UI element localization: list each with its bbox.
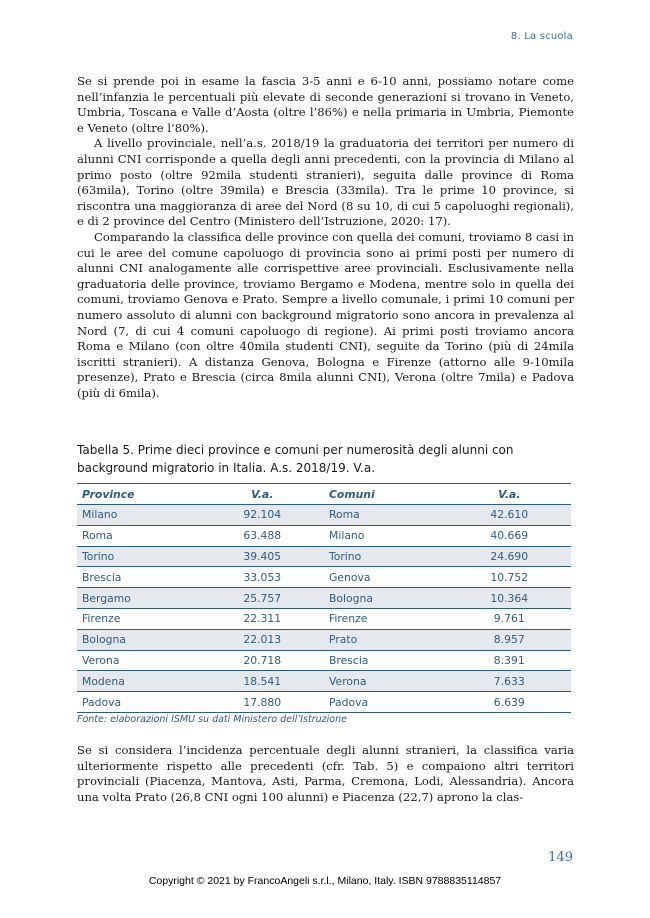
table-row bbox=[77, 671, 571, 692]
table-source: Fonte: elaborazioni ISMU su dati Ministero dell’Istruzione bbox=[77, 714, 347, 725]
header-province: Province bbox=[77, 484, 201, 505]
province-value-cell: 22.013 bbox=[201, 629, 325, 650]
comune-value-cell: 10.364 bbox=[448, 588, 572, 609]
table-row bbox=[77, 567, 571, 588]
comune-value-cell: 9.761 bbox=[448, 608, 572, 629]
province-value-cell: 63.488 bbox=[201, 525, 325, 546]
header-va-province: V.a. bbox=[201, 484, 325, 505]
comune-cell: Torino bbox=[324, 546, 448, 567]
province-value-cell: 17.880 bbox=[201, 692, 325, 713]
province-cell: Padova bbox=[77, 692, 201, 713]
province-cell: Torino bbox=[77, 546, 201, 567]
province-value-cell: 25.757 bbox=[201, 588, 325, 609]
table-header-row bbox=[77, 484, 571, 505]
header-comuni: Comuni bbox=[324, 484, 448, 505]
running-head: 8. La scuola bbox=[510, 31, 573, 42]
paragraph: Se si considera l’incidenza percentuale degli alunni stranieri, la classifica varia ulteriormente rispetto alle precedenti (cfr. Tab. 5) e compaiono altri territori provinciali (Piacenza, Mantova, Asti, Parma, Cremona, Lodi, Alessandria). Ancora una volta Prato (26,8 CNI ogni 100 alunni) e Piacenza (22,7) aprono la clas- bbox=[77, 743, 574, 804]
province-cell: Modena bbox=[77, 671, 201, 692]
data-table bbox=[77, 483, 571, 713]
table-row bbox=[77, 546, 571, 567]
province-cell: Verona bbox=[77, 650, 201, 671]
comune-value-cell: 42.610 bbox=[448, 505, 572, 526]
comune-value-cell: 6.639 bbox=[448, 692, 572, 713]
comune-value-cell: 8.957 bbox=[448, 629, 572, 650]
table-caption: Tabella 5. Prime dieci province e comuni per numerosità degli alunni con background migratorio in Italia. A.s. 2018/19. V.a. bbox=[77, 443, 514, 475]
table-row bbox=[77, 629, 571, 650]
province-value-cell: 18.541 bbox=[201, 671, 325, 692]
province-cell: Milano bbox=[77, 505, 201, 526]
header-va-comuni: V.a. bbox=[448, 484, 572, 505]
table-row bbox=[77, 588, 571, 609]
province-value-cell: 20.718 bbox=[201, 650, 325, 671]
paragraph: A livello provinciale, nell’a.s. 2018/19 la graduatoria dei territori per numero di alunni CNI corrisponde a quella degli anni precedenti, con la provincia di Milano al primo posto (oltre 92mila studenti stranieri), seguita dalle province di Roma (63mila), Torino (oltre 39mila) e Brescia (33mila). Tra le prime 10 province, si riscontra una maggioranza di aree del Nord (8 su 10, di cui 5 capoluoghi regionali), e di 2 province del Centro (Ministero dell’Istruzione, 2020: 17). bbox=[77, 136, 574, 229]
after-text bbox=[77, 743, 574, 805]
table-row bbox=[77, 650, 571, 671]
province-cell: Bologna bbox=[77, 629, 201, 650]
province-value-cell: 92.104 bbox=[201, 505, 325, 526]
comune-cell: Verona bbox=[324, 671, 448, 692]
comune-cell: Bologna bbox=[324, 588, 448, 609]
table-row bbox=[77, 692, 571, 713]
comune-value-cell: 10.752 bbox=[448, 567, 572, 588]
comune-cell: Roma bbox=[324, 505, 448, 526]
table-row bbox=[77, 608, 571, 629]
province-cell: Bergamo bbox=[77, 588, 201, 609]
comune-cell: Genova bbox=[324, 567, 448, 588]
copyright-notice: Copyright © 2021 by FrancoAngeli s.r.l., Milano, Italy. ISBN 9788835114857 bbox=[148, 875, 502, 887]
province-cell: Roma bbox=[77, 525, 201, 546]
comune-cell: Milano bbox=[324, 525, 448, 546]
comune-cell: Firenze bbox=[324, 608, 448, 629]
comune-value-cell: 8.391 bbox=[448, 650, 572, 671]
province-value-cell: 33.053 bbox=[201, 567, 325, 588]
comune-cell: Padova bbox=[324, 692, 448, 713]
comune-value-cell: 7.633 bbox=[448, 671, 572, 692]
province-value-cell: 22.311 bbox=[201, 608, 325, 629]
main-text bbox=[77, 74, 574, 401]
table-row bbox=[77, 505, 571, 526]
table-row bbox=[77, 525, 571, 546]
comune-cell: Brescia bbox=[324, 650, 448, 671]
comune-value-cell: 40.669 bbox=[448, 525, 572, 546]
comune-value-cell: 24.690 bbox=[448, 546, 572, 567]
paragraph: Comparando la classifica delle province con quella dei comuni, troviamo 8 casi in cui le aree del comune capoluogo di provincia sono ai primi posti per numero di alunni CNI analogamente alle corrispettive aree provinciali. Esclusivamente nella graduatoria delle province, troviamo Bergamo e Modena, mentre solo in quella dei comuni, troviamo Genova e Prato. Sempre a livello comunale, i primi 10 comuni per numero assoluto di alunni con background migratorio sono ancora in prevalenza al Nord (7, di cui 4 comuni capoluogo di regione). Ai primi posti troviamo ancora Roma e Milano (con oltre 40mila studenti CNI), seguite da Torino (più di 24mila iscritti stranieri). A distanza Genova, Bologna e Firenze (attorno alle 9-10mila presenze), Prato e Brescia (circa 8mila alunni CNI), Verona (oltre 7mila) e Padova (più di 6mila). bbox=[77, 229, 574, 400]
page-number: 149 bbox=[548, 850, 573, 865]
comune-cell: Prato bbox=[324, 629, 448, 650]
paragraph: Se si prende poi in esame la fascia 3-5 anni e 6-10 anni, possiamo notare come nell’infanzia le percentuali più elevate di seconde generazioni si trovano in Veneto, Umbria, Toscana e Valle d’Aosta (oltre l’86%) e nella primaria in Umbria, Piemonte e Veneto (oltre l’80%). bbox=[77, 74, 574, 135]
province-cell: Brescia bbox=[77, 567, 201, 588]
province-value-cell: 39.405 bbox=[201, 546, 325, 567]
province-cell: Firenze bbox=[77, 608, 201, 629]
